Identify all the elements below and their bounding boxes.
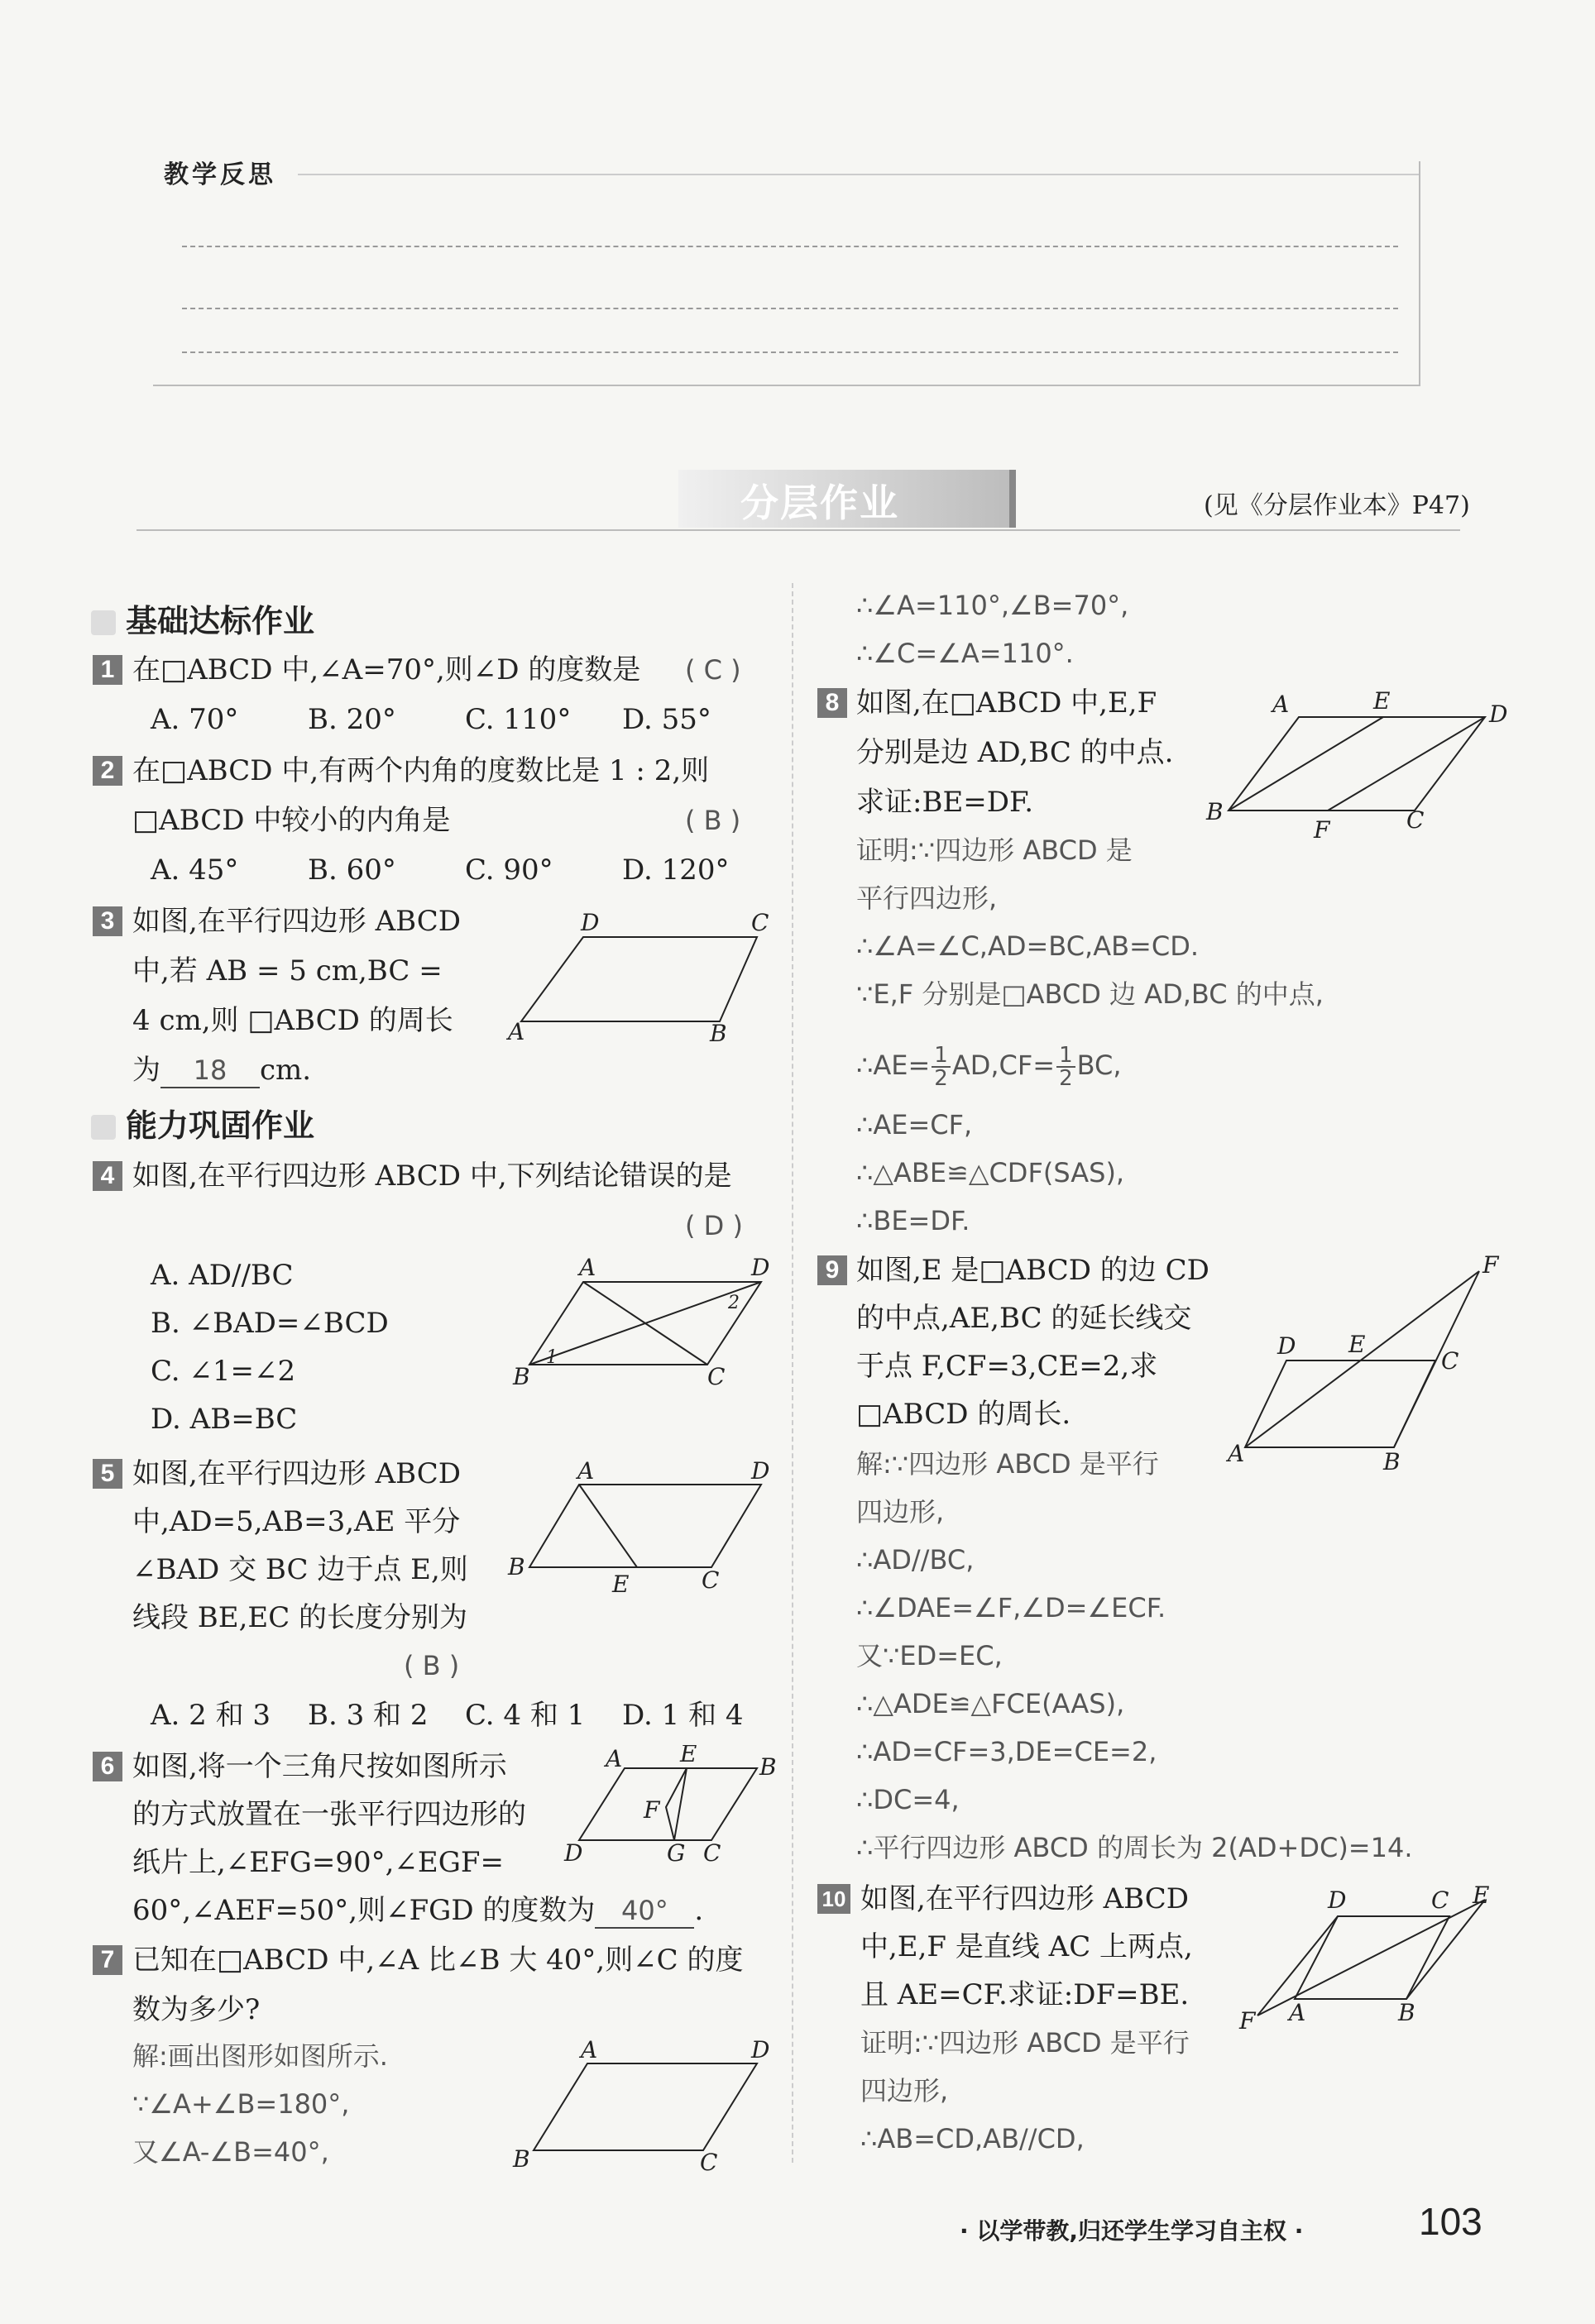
- q8-label-d: D: [1489, 701, 1508, 728]
- q9-solution-3: ∴AD//BC,: [856, 1544, 975, 1576]
- reflection-line-1: [182, 246, 1398, 247]
- q5-line-3: ∠BAD 交 BC 边于点 E,则: [132, 1553, 468, 1586]
- q8-fraction-2: [1056, 1045, 1075, 1089]
- question-number-2: 2: [93, 756, 122, 786]
- q10-label-e: E: [1473, 1882, 1490, 1909]
- q9-solution-7: ∴AD=CF=3,DE=CE=2,: [856, 1736, 1157, 1767]
- q5-option-a: A. 2 和 3: [151, 1699, 271, 1732]
- q8-solution-1: 证明:∵四边形 ABCD 是: [856, 834, 1133, 866]
- q8-parallelogram-figure: [1200, 682, 1514, 848]
- q9-solution-4: ∴∠DAE=∠F,∠D=∠ECF.: [856, 1592, 1166, 1623]
- q3-label-d: D: [581, 909, 600, 936]
- q3-parallelogram-figure: [505, 906, 778, 1046]
- q8-solution-4: ∵E,F 分别是□ABCD 边 AD,BC 的中点,: [856, 978, 1324, 1010]
- q4-label-a: A: [579, 1257, 596, 1281]
- q9-label-e: E: [1348, 1331, 1366, 1358]
- q8-parallelogram: [1229, 717, 1485, 811]
- q6-label-e: E: [680, 1745, 697, 1767]
- q5-line-1: 如图,在平行四边形 ABCD: [132, 1457, 462, 1490]
- q4-label-2: 2: [728, 1293, 740, 1313]
- question-number-5: 5: [93, 1459, 122, 1489]
- q10-label-f: F: [1239, 2007, 1256, 2035]
- q3-parallelogram: [521, 937, 757, 1021]
- q3-line-2: 中,若 AB = 5 cm,BC =: [132, 954, 443, 987]
- q9-line-3: 于点 F,CF=3,CE=2,求: [856, 1350, 1158, 1383]
- q7-solution-5: ∴∠C=∠A=110°.: [856, 638, 1074, 669]
- q8-frac-post: BC,: [1076, 1050, 1122, 1081]
- section-arrow-icon: [91, 1115, 116, 1140]
- q5-bisector-ae: [579, 1485, 637, 1567]
- q10-solution-3: ∴AB=CD,AB//CD,: [860, 2123, 1085, 2154]
- q5-option-b: B. 3 和 2: [308, 1699, 429, 1732]
- q5-label-a: A: [577, 1457, 595, 1485]
- q8-frac-pre: ∴AE=: [856, 1050, 931, 1081]
- q10-solution-2: 四边形,: [860, 2075, 949, 2106]
- q9-parallelogram: [1245, 1360, 1435, 1447]
- q5-label-d: D: [751, 1457, 770, 1485]
- q10-parallelogram-figure: [1233, 1882, 1514, 2039]
- q7-solution-3: 又∠A-∠B=40°,: [132, 2136, 329, 2168]
- q7-line-2: 数为多少?: [132, 1993, 261, 2026]
- q8-line-1: 如图,在□ABCD 中,E,F: [856, 686, 1157, 720]
- q10-line-2: 中,E,F 是直线 AC 上两点,: [860, 1930, 1193, 1963]
- q8-label-e: E: [1373, 687, 1391, 715]
- q9-solution-5: 又∵ED=EC,: [856, 1640, 1003, 1671]
- q10-line-1: 如图,在平行四边形 ABCD: [860, 1882, 1190, 1915]
- q7-solution-4: ∴∠A=110°,∠B=70°,: [856, 590, 1129, 621]
- q10-solution-1: 证明:∵四边形 ABCD 是平行: [860, 2027, 1190, 2059]
- question-number-4: 4: [93, 1161, 122, 1191]
- reflection-title-line: [298, 174, 1419, 175]
- q9-solution-2: 四边形,: [856, 1496, 945, 1528]
- question-number-7: 7: [93, 1945, 122, 1975]
- q1-option-d: D. 55°: [622, 703, 711, 736]
- q9-label-c: C: [1441, 1347, 1459, 1375]
- q3-line-3: 4 cm,则 □ABCD 的周长: [132, 1004, 453, 1037]
- q8-line-2: 分别是边 AD,BC 的中点.: [856, 736, 1174, 769]
- q8-label-b: B: [1206, 798, 1224, 825]
- q7-line-1: 已知在□ABCD 中,∠A 比∠B 大 40°,则∠C 的度: [132, 1944, 744, 1977]
- banner-rule: [137, 529, 1460, 531]
- q1-option-c: C. 110°: [465, 703, 572, 736]
- q5-label-c: C: [702, 1566, 720, 1594]
- q8-solution-fraction-line: [856, 1040, 1122, 1090]
- section-ability-heading: [91, 1100, 314, 1145]
- q9-line-1: 如图,E 是□ABCD 的边 CD: [856, 1254, 1209, 1287]
- q9-solution-9: ∴平行四边形 ABCD 的周长为 2(AD+DC)=14.: [856, 1832, 1413, 1863]
- q4-label-d: D: [751, 1257, 770, 1281]
- q4-parallelogram-figure: [505, 1257, 778, 1389]
- q6-text: 60°,∠AEF=50°,则∠FGD 的度数为: [132, 1894, 596, 1927]
- q8-frac-mid: AD,CF=: [951, 1050, 1056, 1081]
- q5-answer: ( B ): [404, 1650, 460, 1681]
- q9-label-a: A: [1228, 1440, 1245, 1467]
- q10-line-be: [1406, 1900, 1485, 1999]
- q4-option-d: D. AB=BC: [151, 1403, 298, 1436]
- q3-blank: 18: [160, 1054, 260, 1088]
- q4-label-1: 1: [546, 1347, 558, 1368]
- q6-label-a: A: [606, 1745, 623, 1772]
- q7-label-a: A: [581, 2036, 598, 2063]
- q4-option-a: A. AD//BC: [151, 1259, 294, 1292]
- q8-solution-6: ∴△ABE≌△CDF(SAS),: [856, 1157, 1125, 1188]
- q5-option-c: C. 4 和 1: [465, 1699, 586, 1732]
- q1-stem: 在□ABCD 中,∠A=70°,则∠D 的度数是: [132, 653, 641, 686]
- q8-solution-3: ∴∠A=∠C,AD=BC,AB=CD.: [856, 930, 1200, 962]
- q9-label-d: D: [1277, 1332, 1296, 1360]
- q4-label-b: B: [513, 1363, 530, 1389]
- q4-answer: ( D ): [685, 1210, 743, 1241]
- reflection-line-3: [182, 351, 1398, 353]
- q3-label-a: A: [508, 1018, 525, 1045]
- q3-label-c: C: [751, 909, 769, 936]
- q6-label-f: F: [644, 1796, 660, 1824]
- q6-line-1: 如图,将一个三角尺按如图所示: [132, 1750, 507, 1783]
- question-number-10: 10: [817, 1884, 850, 1914]
- q3-prefix: 为: [132, 1054, 160, 1087]
- q2-option-c: C. 90°: [465, 854, 553, 887]
- q1-option-a: A. 70°: [151, 703, 239, 736]
- q6-blank: 40°: [595, 1894, 694, 1929]
- q3-label-b: B: [710, 1020, 727, 1046]
- q6-label-b: B: [759, 1753, 777, 1781]
- q9-line-cf: [1394, 1271, 1479, 1447]
- q3-suffix: cm.: [260, 1054, 312, 1087]
- q5-parallelogram-figure: [505, 1456, 778, 1596]
- q7-solution-1: 解:画出图形如图所示.: [132, 2040, 388, 2072]
- q9-label-f: F: [1482, 1253, 1499, 1279]
- q7-label-b: B: [513, 2145, 530, 2173]
- q8-fraction-2-num: 1: [1056, 1045, 1075, 1068]
- q4-option-b: B. ∠BAD=∠BCD: [151, 1307, 389, 1340]
- section-ability-label: 能力巩固作业: [126, 1107, 315, 1144]
- question-number-1: 1: [93, 655, 122, 685]
- q8-fraction-2-den: 2: [1059, 1066, 1073, 1091]
- q7-label-d: D: [751, 2036, 770, 2063]
- q10-label-a: A: [1289, 1999, 1306, 2026]
- question-number-9: 9: [817, 1255, 847, 1285]
- q8-label-a: A: [1272, 691, 1290, 718]
- q8-fraction-1-num: 1: [932, 1045, 951, 1068]
- q10-label-c: C: [1431, 1886, 1449, 1914]
- q5-label-b: B: [508, 1553, 525, 1580]
- q2-stem-line-2: □ABCD 中较小的内角是: [132, 804, 451, 837]
- q2-option-d: D. 120°: [622, 854, 730, 887]
- q5-line-4: 线段 BE,EC 的长度分别为: [132, 1601, 468, 1634]
- q9-line-4: □ABCD 的周长.: [856, 1398, 1071, 1431]
- reflection-line-2: [182, 308, 1398, 309]
- footer-motto: · 以学带教,归还学生学习自主权 ·: [960, 2217, 1304, 2245]
- q3-line-4: [132, 1054, 311, 1088]
- column-divider: [792, 583, 793, 2163]
- page-number: 103: [1419, 2200, 1482, 2243]
- q6-triangle-figure: [554, 1745, 786, 1869]
- question-number-3: 3: [93, 906, 122, 936]
- banner-reference: (见《分层作业本》P47): [1204, 491, 1470, 520]
- q8-line-3: 求证:BE=DF.: [856, 786, 1034, 819]
- q6-suffix: .: [694, 1894, 704, 1927]
- q6-label-c: C: [703, 1839, 721, 1867]
- q9-line-2: 的中点,AE,BC 的延长线交: [856, 1302, 1192, 1335]
- q8-label-f: F: [1314, 816, 1330, 844]
- q2-option-b: B. 60°: [308, 854, 396, 887]
- q7-solution-2: ∵∠A+∠B=180°,: [132, 2088, 350, 2120]
- q2-answer: ( B ): [685, 805, 741, 836]
- q5-parallelogram: [529, 1485, 761, 1567]
- q4-stem: 如图,在平行四边形 ABCD 中,下列结论错误的是: [132, 1160, 732, 1193]
- banner-title: 分层作业: [740, 481, 899, 525]
- q9-label-b: B: [1383, 1448, 1401, 1475]
- q2-option-a: A. 45°: [151, 854, 239, 887]
- q1-answer: ( C ): [685, 654, 741, 686]
- q10-label-b: B: [1398, 1999, 1415, 2026]
- q5-option-d: D. 1 和 4: [622, 1699, 744, 1732]
- q10-label-d: D: [1328, 1886, 1347, 1914]
- section-basic-label: 基础达标作业: [126, 603, 315, 639]
- q8-fraction-1: [932, 1045, 951, 1089]
- q5-label-e: E: [612, 1571, 630, 1596]
- q8-label-c: C: [1406, 806, 1425, 834]
- q6-line-3: 纸片上,∠EFG=90°,∠EGF=: [132, 1846, 504, 1879]
- q8-segment-df: [1328, 717, 1485, 811]
- q8-segment-be: [1229, 717, 1383, 811]
- q6-label-d: D: [564, 1839, 583, 1867]
- q6-line-4: [132, 1894, 703, 1929]
- q6-set-square: [666, 1768, 687, 1840]
- q3-line-1: 如图,在平行四边形 ABCD: [132, 905, 462, 938]
- q6-line-2: 的方式放置在一张平行四边形的: [132, 1798, 526, 1831]
- q9-solution-6: ∴△ADE≌△FCE(AAS),: [856, 1688, 1125, 1719]
- reflection-title: 教学反思: [164, 160, 276, 189]
- q7-parallelogram-figure: [505, 2035, 778, 2175]
- q4-option-c: C. ∠1=∠2: [151, 1355, 296, 1388]
- q9-solution-1: 解:∵四边形 ABCD 是平行: [856, 1448, 1159, 1480]
- section-basic-heading: [91, 595, 314, 641]
- q9-parallelogram-figure: [1216, 1253, 1514, 1476]
- q2-stem-line-1: 在□ABCD 中,有两个内角的度数比是 1 : 2,则: [132, 754, 710, 787]
- question-number-8: 8: [817, 688, 847, 718]
- q8-solution-5: ∴AE=CF,: [856, 1109, 973, 1140]
- q8-solution-2: 平行四边形,: [856, 882, 998, 914]
- question-number-6: 6: [93, 1752, 122, 1781]
- q8-solution-7: ∴BE=DF.: [856, 1205, 970, 1236]
- q8-fraction-1-den: 2: [934, 1066, 948, 1091]
- q10-line-3: 且 AE=CF.求证:DF=BE.: [860, 1978, 1190, 2011]
- q7-label-c: C: [700, 2149, 718, 2175]
- q4-label-c: C: [707, 1363, 726, 1389]
- section-arrow-icon: [91, 610, 116, 635]
- q4-diagonal-ac: [583, 1282, 707, 1365]
- q5-line-2: 中,AD=5,AB=3,AE 平分: [132, 1505, 461, 1538]
- q7-parallelogram: [534, 2063, 757, 2150]
- q9-solution-8: ∴DC=4,: [856, 1784, 960, 1815]
- q6-label-g: G: [667, 1839, 686, 1867]
- q1-option-b: B. 20°: [308, 703, 396, 736]
